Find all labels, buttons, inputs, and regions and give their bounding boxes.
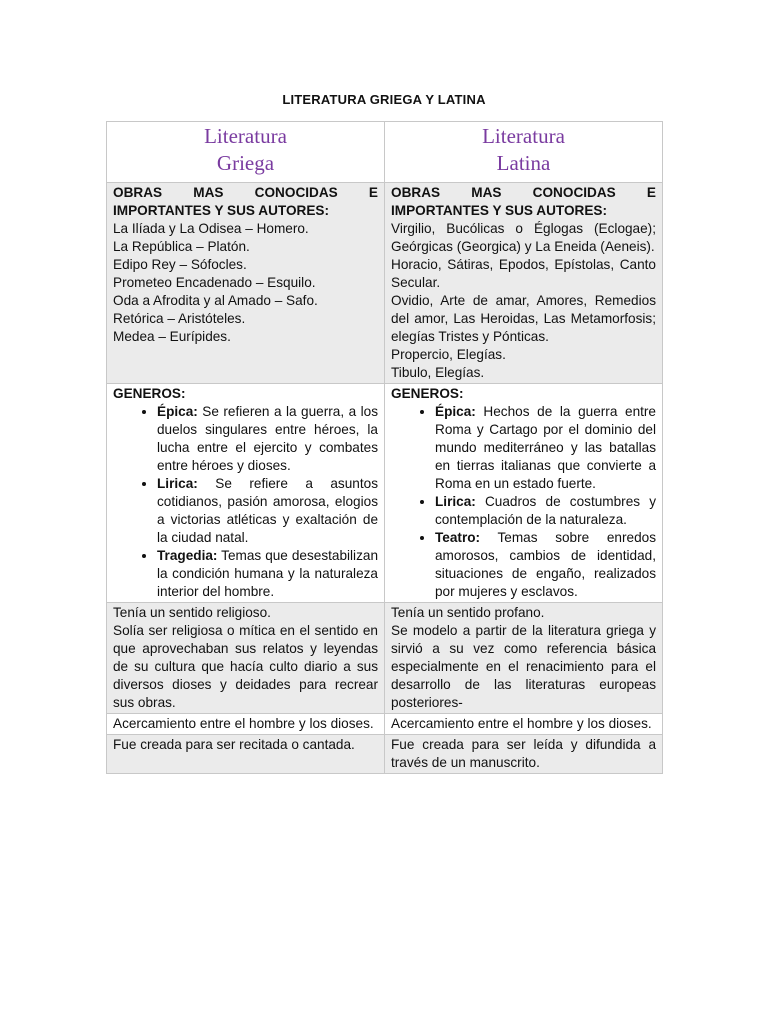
list-item: Medea – Eurípides. [113, 329, 231, 344]
greek-sense-text: Solía ser religiosa o mítica en el sentido en que aprovechaban sus relatos y leyendas de su cultura que hacía culto diario a sus diversos dioses y deidades para recrear sus obras. [113, 623, 378, 710]
genre-description: Temas que desestabilizan la condición humana y la naturaleza interior del hombre. [157, 548, 378, 599]
latin-works-cell [385, 183, 663, 384]
genre-term: Lirica: [157, 476, 198, 491]
document-title: LITERATURA GRIEGA Y LATINA [282, 92, 486, 107]
genre-description: Hechos de la guerra entre Roma y Cartago por el dominio del mundo mediterráneo y las batallas en tierras italianas que convierte a Roma en un estado fuerte. [435, 404, 656, 491]
genre-item [435, 403, 656, 493]
genre-item [157, 403, 378, 475]
genres-row [107, 384, 663, 603]
latin-works-heading: OBRAS MAS CONOCIDAS E IMPORTANTES Y SUS AUTORES: [391, 185, 656, 218]
genre-term: Tragedia: [157, 548, 218, 563]
greek-sense-line1: Tenía un sentido religioso. [113, 605, 271, 620]
list-item: Tibulo, Elegías. [391, 365, 485, 380]
sense-row [107, 603, 663, 714]
transmission-row [107, 735, 663, 774]
greek-genres-list [113, 403, 378, 601]
genre-description: Se refieren a la guerra, a los duelos singulares entre héroes, la lucha entre el ejercito y combates entre héroes y dioses. [157, 404, 379, 473]
greek-header-line1: Literatura [204, 124, 287, 148]
list-item: La República – Platón. [113, 239, 250, 254]
list-item: La Ilíada y La Odisea – Homero. [113, 221, 309, 236]
table-header-row [107, 122, 663, 183]
relation-row [107, 714, 663, 735]
latin-relation-cell: Acercamiento entre el hombre y los dioses. [385, 714, 663, 735]
latin-sense-line1: Tenía un sentido profano. [391, 605, 545, 620]
comparison-table [106, 121, 663, 774]
greek-sense-cell [107, 603, 385, 714]
greek-works-list [113, 220, 378, 346]
genre-item [157, 547, 378, 601]
greek-relation-cell: Acercamiento entre el hombre y los dioses. [107, 714, 385, 735]
works-row [107, 183, 663, 384]
latin-works-list [391, 220, 656, 382]
latin-column-header [385, 122, 663, 183]
latin-sense-text: Se modelo a partir de la literatura griega y sirvió a su vez como referencia básica especialmente en el renacimiento para el desarrollo de las literaturas europeas posteriores- [391, 623, 656, 710]
latin-header-line2: Latina [496, 151, 551, 175]
greek-works-cell [107, 183, 385, 384]
genre-item [435, 529, 656, 601]
list-item: Virgilio, Bucólicas o Églogas (Eclogae); Geórgicas (Georgica) y La Eneida (Aeneis). [391, 221, 656, 254]
genre-term: Teatro: [435, 530, 481, 545]
latin-transmission-cell: Fue creada para ser leída y difundida a través de un manuscrito. [385, 735, 663, 774]
latin-genres-heading: GENEROS: [391, 386, 464, 401]
latin-header-line1: Literatura [482, 124, 565, 148]
list-item: Edipo Rey – Sófocles. [113, 257, 247, 272]
list-item: Propercio, Elegías. [391, 347, 506, 362]
greek-genres-heading: GENEROS: [113, 386, 186, 401]
genre-item [157, 475, 378, 547]
latin-genres-cell [385, 384, 663, 603]
list-item: Horacio, Sátiras, Epodos, Epístolas, Canto Secular. [391, 257, 656, 290]
latin-genres-list [391, 403, 656, 601]
genre-item [435, 493, 656, 529]
greek-column-header [107, 122, 385, 183]
greek-header-line2: Griega [216, 151, 275, 175]
genre-description: Cuadros de costumbres y contemplación de la naturaleza. [435, 494, 657, 527]
genre-description: Temas sobre enredos amorosos, cambios de identidad, situaciones de engaño, realizados por mujeres y esclavos. [435, 530, 656, 599]
greek-genres-cell [107, 384, 385, 603]
greek-transmission-cell: Fue creada para ser recitada o cantada. [107, 735, 385, 774]
latin-sense-cell [385, 603, 663, 714]
genre-description: Se refiere a asuntos cotidianos, pasión amorosa, elogios a victorias atléticas y exaltación de la ciudad natal. [157, 476, 378, 545]
list-item: Oda a Afrodita y al Amado – Safo. [113, 293, 318, 308]
list-item: Retórica – Aristóteles. [113, 311, 246, 326]
genre-term: Épica: [435, 404, 476, 419]
greek-works-heading: OBRAS MAS CONOCIDAS E IMPORTANTES Y SUS AUTORES: [113, 185, 378, 218]
list-item: Ovidio, Arte de amar, Amores, Remedios del amor, Las Heroidas, Las Metamorfosis; elegías Tristes y Pónticas. [391, 293, 656, 344]
genre-term: Épica: [157, 404, 198, 419]
genre-term: Lirica: [435, 494, 476, 509]
list-item: Prometeo Encadenado – Esquilo. [113, 275, 316, 290]
